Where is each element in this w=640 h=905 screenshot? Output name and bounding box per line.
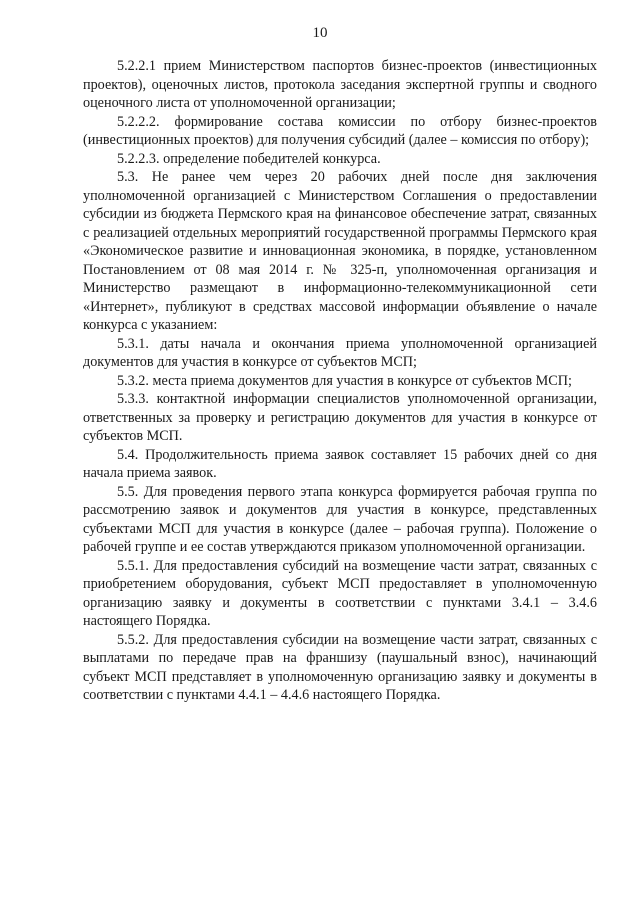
paragraph-5-3-1: 5.3.1. даты начала и окончания приема уполномоченной организацией документов для участия в конкурсе от субъектов МСП; (83, 335, 597, 370)
paragraph-5-2-2-3: 5.2.2.3. определение победителей конкурса. (117, 150, 381, 167)
paragraph-5-5-1: 5.5.1. Для предоставления субсидий на возмещение части затрат, связанных с приобретением оборудования, субъект МСП предоставляет в уполномоченную организацию заявку и документы в соответствии с пунктами 3.4.1 – 3.4.6 настоящего Порядка. (83, 557, 597, 629)
paragraph-5-3-2: 5.3.2. места приема документов для участия в конкурсе от субъектов МСП; (117, 372, 572, 389)
paragraph-5-3: 5.3. Не ранее чем через 20 рабочих дней после дня заключения уполномоченной организацией с Министерством Соглашения о предоставлении субсидии из бюджета Пермского края на финансовое обеспечение затрат, связанных с реализацией отдельных мероприятий государственной программы Пермского края «Экономическое развитие и инновационная экономика, в порядке, установленном Постановлением от 08 мая 2014 г. № 325-п, уполномоченная организация и Министерство размещают в информационно-телекоммуникационной сети «Интернет», публикуют в средствах массовой информации объявление о начале конкурса с указанием: (83, 169, 597, 333)
paragraph-5-2-2-2: 5.2.2.2. формирование состава комиссии по отбору бизнес-проектов (инвестиционных проектов) для получения субсидий (далее – комиссия по отбору); (83, 113, 597, 148)
paragraph-5-4: 5.4. Продолжительность приема заявок составляет 15 рабочих дней со дня начала приема заявок. (83, 446, 597, 481)
paragraph-5-5: 5.5. Для проведения первого этапа конкурса формируется рабочая группа по рассмотрению заявок и документов для участия в конкурсе, представленных субъектами МСП для участия в конкурсе (далее – рабочая группа). Положение о рабочей группе и ее состав утверждаются приказом уполномоченной организации. (83, 483, 597, 555)
document-body (83, 57, 597, 705)
paragraph-5-2-2-1: 5.2.2.1 прием Министерством паспортов бизнес-проектов (инвестиционных проектов), оценочных листов, протокола заседания экспертной группы и сводного оценочного листа от уполномоченной организации; (83, 58, 597, 111)
page-number: 10 (312, 25, 328, 41)
paragraph-5-5-2: 5.5.2. Для предоставления субсидии на возмещение части затрат, связанных с выплатами по передаче прав на франшизу (паушальный взнос), начинающий субъект МСП представляет в уполномоченную организацию заявку и документы в соответствии с пунктами 4.4.1 – 4.4.6 настоящего Порядка. (83, 631, 597, 703)
paragraph-5-3-3: 5.3.3. контактной информации специалистов уполномоченной организации, ответственных за проверку и регистрацию документов для участия в конкурсе от субъектов МСП. (83, 391, 597, 444)
